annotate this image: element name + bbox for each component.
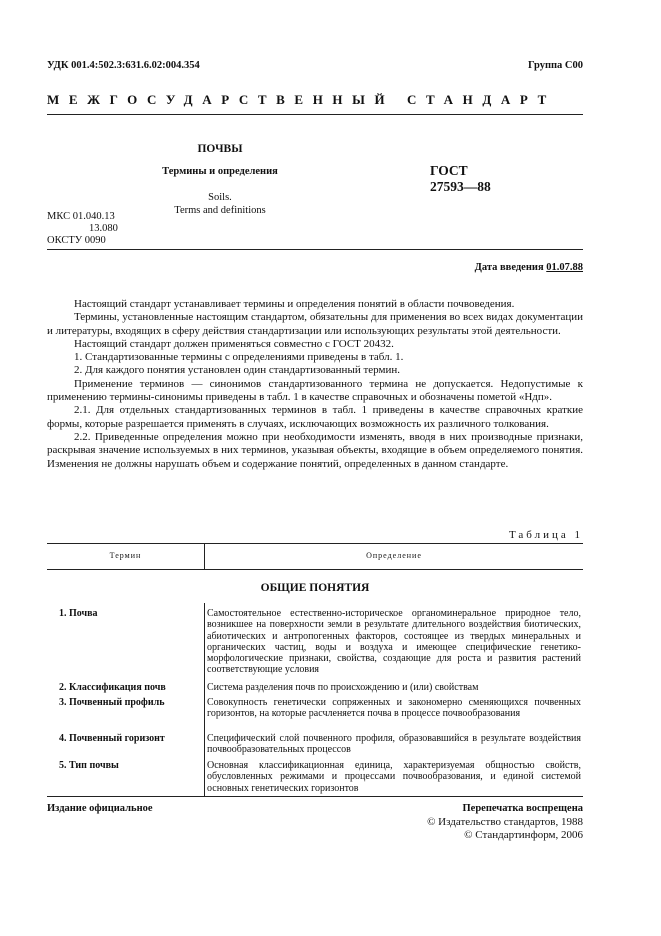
term-5: 5. Тип почвы: [59, 760, 119, 771]
table-header-bottom-border: [47, 569, 583, 570]
term-2: 2. Классификация почв: [59, 682, 166, 693]
intro-text: [47, 298, 583, 471]
english-title: [120, 191, 320, 217]
copyright-2: © Стандартинформ, 2006: [464, 829, 583, 841]
column-header-term: Термин: [109, 551, 142, 560]
definition-5: Основная классификационная единица, характеризуемая общностью свойств, обусловленных режимами и процессами почвообразования, и единой системой основных генетических горизонтов: [207, 760, 581, 794]
definition-4: Специфический слой почвенного профиля, образовавшийся в результате воздействия почвообразовательных процессов: [207, 733, 581, 756]
document-subtitle: Термины и определения: [162, 166, 278, 177]
term-4: 4. Почвенный горизонт: [59, 733, 165, 744]
table-top-border: [47, 543, 583, 544]
intro-paragraph: Применение терминов — синонимов стандартизованного термина не допускается. Недопустимые к применению термины-синонимы приведены в табл. 1 в качестве справочных и обозначены пометой «Ндп».: [47, 377, 583, 404]
section-title: ОБЩИЕ ПОНЯТИЯ: [260, 582, 370, 594]
mks-code-2: 13.080: [89, 223, 118, 234]
gost-label: ГОСТ: [430, 163, 468, 178]
intro-paragraph: 2.1. Для отдельных стандартизованных терминов в табл. 1 приведены в качестве справочных краткие формы, которые разрешается применять в случаях, исключающих возможность их различного толкования.: [47, 404, 583, 430]
column-header-definition: Определение: [366, 551, 422, 560]
english-title-line2: Terms and definitions: [174, 205, 266, 216]
okstu-code: ОКСТУ 0090: [47, 235, 106, 246]
header-divider: [47, 114, 583, 115]
intro-paragraph: Настоящий стандарт устанавливает термины и определения понятий в области почвоведения.: [74, 298, 515, 310]
definition-3: Совокупность генетически сопряженных и закономерно сменяющихся почвенных горизонтов, на которые расчленяется почва в процессе почвообразования: [207, 697, 581, 720]
udk-code: УДК 001.4:502.3:631.6.02:004.354: [47, 60, 200, 71]
official-edition: Издание официальное: [47, 803, 153, 814]
english-title-line1: Soils.: [208, 192, 232, 203]
table-bottom-border: [47, 796, 583, 797]
standard-type: МЕЖГОСУДАРСТВЕННЫЙ СТАНДАРТ: [47, 92, 556, 107]
effective-date-label: Дата введения: [474, 262, 544, 273]
reprint-notice: Перепечатка воспрещена: [462, 803, 583, 814]
gost-code: 27593—88: [430, 179, 491, 194]
definition-1: Самостоятельное естественно-историческое органоминеральное природное тело, возникшее на поверхности земли в результате длительного воздействия биотических, абиотических и антропогенных факторов, состоящее из твердых минеральных и органических частиц, воды и воздуха и имеющее специфические генетико-морфологические признаки, свойства, создающие для роста и развития растений соответствующие условия: [207, 608, 581, 676]
codes-divider: [47, 249, 583, 250]
gost-number: [430, 163, 491, 195]
intro-paragraph: 2. Для каждого понятия установлен один стандартизованный термин.: [74, 364, 400, 377]
intro-paragraph: 2.2. Приведенные определения можно при необходимости изменять, вводя в них производные признаки, раскрывая значение используемых в них терминов, указывая объекты, входящие в объем определяемого понятия. Изменения не должны нарушать объем и содержание понятий, определенных в данном стандарте.: [47, 430, 583, 470]
intro-paragraph: 1. Стандартизованные термины с определениями приведены в табл. 1.: [74, 351, 404, 364]
effective-date: [475, 262, 583, 273]
intro-paragraph: Настоящий стандарт должен применяться совместно с ГОСТ 20432.: [74, 337, 394, 350]
intro-paragraph: Термины, установленные настоящим стандартом, обязательны для применения во всех видах документации и литературы, входящих в сферу действия стандартизации или использующих результаты этой деятельности.: [47, 311, 583, 337]
header-column-divider: [204, 543, 205, 569]
effective-date-value: 01.07.88: [546, 262, 583, 273]
table-label: Таблица 1: [508, 529, 583, 541]
document-title: ПОЧВЫ: [197, 143, 243, 155]
term-3: 3. Почвенный профиль: [59, 697, 165, 708]
term-1: 1. Почва: [59, 608, 98, 619]
mks-code: МКС 01.040.13: [47, 211, 115, 222]
definition-2: Система разделения почв по происхождению и (или) свойствам: [207, 682, 479, 693]
classification-codes: [47, 211, 118, 247]
group-code: Группа С00: [527, 60, 583, 71]
copyright-1: © Издательство стандартов, 1988: [427, 816, 583, 828]
body-column-divider: [204, 603, 205, 796]
